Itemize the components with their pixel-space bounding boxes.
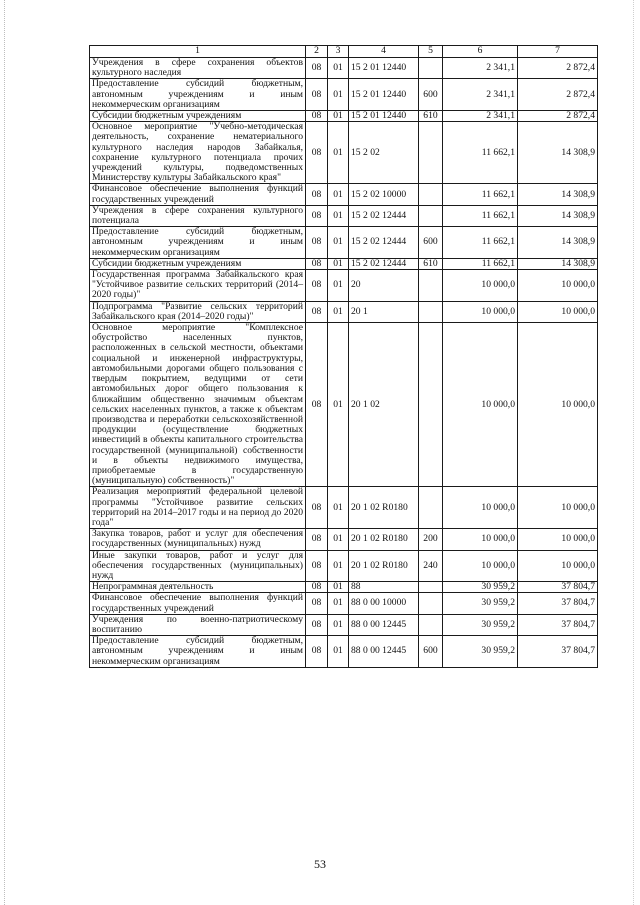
row-section: 08 <box>306 593 328 614</box>
row-subsection: 01 <box>328 529 349 550</box>
row-target-article: 20 1 <box>349 301 419 322</box>
column-header-7: 7 <box>518 46 598 58</box>
budget-table <box>89 45 598 668</box>
row-name: Предоставление субсидий бюджетным, автономным учреждениям и иным некоммерческим организациям <box>90 636 306 668</box>
row-subsection: 01 <box>328 258 349 269</box>
row-amount-year1: 30 959,2 <box>443 593 518 614</box>
table-row <box>90 636 598 668</box>
row-expense-type <box>419 593 443 614</box>
row-name: Иные закупки товаров, работ и услуг для обеспечения государственных (муниципальных) нужд <box>90 550 306 582</box>
row-amount-year1: 30 959,2 <box>443 614 518 635</box>
row-expense-type <box>419 614 443 635</box>
row-expense-type: 610 <box>419 258 443 269</box>
row-section: 08 <box>306 301 328 322</box>
table-row <box>90 205 598 226</box>
row-expense-type <box>419 122 443 184</box>
row-expense-type <box>419 582 443 593</box>
row-subsection: 01 <box>328 301 349 322</box>
row-expense-type: 600 <box>419 636 443 668</box>
row-amount-year1: 30 959,2 <box>443 636 518 668</box>
row-section: 08 <box>306 323 328 487</box>
column-header-1: 1 <box>90 46 306 58</box>
table-row <box>90 614 598 635</box>
row-subsection: 01 <box>328 79 349 111</box>
row-amount-year2: 10 000,0 <box>518 529 598 550</box>
row-amount-year1: 11 662,1 <box>443 184 518 205</box>
table-row <box>90 593 598 614</box>
row-section: 08 <box>306 58 328 79</box>
row-expense-type: 610 <box>419 111 443 122</box>
row-target-article: 15 2 02 <box>349 122 419 184</box>
row-amount-year2: 37 804,7 <box>518 636 598 668</box>
row-subsection: 01 <box>328 614 349 635</box>
table-row <box>90 111 598 122</box>
row-section: 08 <box>306 529 328 550</box>
row-section: 08 <box>306 122 328 184</box>
row-expense-type <box>419 184 443 205</box>
row-section: 08 <box>306 487 328 529</box>
row-subsection: 01 <box>328 550 349 582</box>
row-section: 08 <box>306 614 328 635</box>
row-expense-type: 240 <box>419 550 443 582</box>
row-amount-year1: 10 000,0 <box>443 529 518 550</box>
row-name: Непрограммная деятельность <box>90 582 306 593</box>
row-name: Предоставление субсидий бюджетным, автономным учреждениям и иным некоммерческим организациям <box>90 79 306 111</box>
table-row <box>90 487 598 529</box>
row-amount-year2: 14 308,9 <box>518 122 598 184</box>
row-target-article: 88 0 00 12445 <box>349 614 419 635</box>
row-target-article: 15 2 02 12444 <box>349 205 419 226</box>
row-amount-year2: 14 308,9 <box>518 227 598 259</box>
table-row <box>90 79 598 111</box>
row-target-article: 15 2 02 10000 <box>349 184 419 205</box>
row-subsection: 01 <box>328 205 349 226</box>
row-amount-year2: 2 872,4 <box>518 58 598 79</box>
row-section: 08 <box>306 205 328 226</box>
row-section: 08 <box>306 184 328 205</box>
column-header-2: 2 <box>306 46 328 58</box>
row-target-article: 15 2 02 12444 <box>349 258 419 269</box>
row-amount-year1: 10 000,0 <box>443 301 518 322</box>
row-amount-year2: 10 000,0 <box>518 301 598 322</box>
row-name: Субсидии бюджетным учреждениям <box>90 111 306 122</box>
scan-edge-right <box>633 0 635 905</box>
row-amount-year2: 37 804,7 <box>518 593 598 614</box>
row-section: 08 <box>306 79 328 111</box>
row-target-article: 20 1 02 R0180 <box>349 550 419 582</box>
row-name: Учреждения в сфере сохранения объектов культурного наследия <box>90 58 306 79</box>
table-row <box>90 529 598 550</box>
row-subsection: 01 <box>328 227 349 259</box>
row-name: Финансовое обеспечение выполнения функций государственных учреждений <box>90 593 306 614</box>
row-section: 08 <box>306 550 328 582</box>
row-expense-type <box>419 58 443 79</box>
row-subsection: 01 <box>328 58 349 79</box>
row-target-article: 20 1 02 <box>349 323 419 487</box>
row-amount-year2: 37 804,7 <box>518 614 598 635</box>
row-section: 08 <box>306 270 328 302</box>
row-amount-year2: 10 000,0 <box>518 323 598 487</box>
row-name: Закупка товаров, работ и услуг для обеспечения государственных (муниципальных) нужд <box>90 529 306 550</box>
row-target-article: 20 1 02 R0180 <box>349 529 419 550</box>
row-name: Учреждения по военно-патриотическому воспитанию <box>90 614 306 635</box>
table-row <box>90 58 598 79</box>
row-expense-type <box>419 323 443 487</box>
row-subsection: 01 <box>328 270 349 302</box>
page-number: 53 <box>314 857 326 871</box>
row-expense-type: 600 <box>419 227 443 259</box>
row-subsection: 01 <box>328 582 349 593</box>
table-row <box>90 582 598 593</box>
row-section: 08 <box>306 227 328 259</box>
column-header-6: 6 <box>443 46 518 58</box>
row-subsection: 01 <box>328 122 349 184</box>
row-amount-year1: 2 341,1 <box>443 111 518 122</box>
row-amount-year1: 2 341,1 <box>443 58 518 79</box>
row-amount-year1: 11 662,1 <box>443 227 518 259</box>
row-expense-type <box>419 487 443 529</box>
row-amount-year2: 10 000,0 <box>518 550 598 582</box>
row-target-article: 20 <box>349 270 419 302</box>
table-row <box>90 323 598 487</box>
column-header-5: 5 <box>419 46 443 58</box>
row-subsection: 01 <box>328 111 349 122</box>
row-amount-year2: 10 000,0 <box>518 487 598 529</box>
row-subsection: 01 <box>328 184 349 205</box>
row-subsection: 01 <box>328 323 349 487</box>
row-target-article: 88 <box>349 582 419 593</box>
row-name: Реализация мероприятий федеральной целевой программы "Устойчивое развитие сельских территорий на 2014–2017 годы и на период до 2020 года" <box>90 487 306 529</box>
row-target-article: 15 2 01 12440 <box>349 58 419 79</box>
row-section: 08 <box>306 636 328 668</box>
row-amount-year2: 37 804,7 <box>518 582 598 593</box>
row-amount-year2: 14 308,9 <box>518 184 598 205</box>
row-expense-type: 200 <box>419 529 443 550</box>
row-name: Государственная программа Забайкальского края "Устойчивое развитие сельских территорий (2014–2020 годы)" <box>90 270 306 302</box>
row-amount-year1: 10 000,0 <box>443 487 518 529</box>
table-row <box>90 184 598 205</box>
row-expense-type <box>419 270 443 302</box>
table-row <box>90 122 598 184</box>
row-amount-year1: 11 662,1 <box>443 122 518 184</box>
row-target-article: 15 2 01 12440 <box>349 111 419 122</box>
row-name: Предоставление субсидий бюджетным, автономным учреждениям и иным некоммерческим организациям <box>90 227 306 259</box>
table-row <box>90 258 598 269</box>
row-section: 08 <box>306 111 328 122</box>
table-row <box>90 301 598 322</box>
row-section: 08 <box>306 582 328 593</box>
row-name: Подпрограмма "Развитие сельских территорий Забайкальского края (2014–2020 годы)" <box>90 301 306 322</box>
row-target-article: 15 2 01 12440 <box>349 79 419 111</box>
row-amount-year2: 14 308,9 <box>518 205 598 226</box>
row-name: Субсидии бюджетным учреждениям <box>90 258 306 269</box>
row-target-article: 20 1 02 R0180 <box>349 487 419 529</box>
row-amount-year2: 2 872,4 <box>518 79 598 111</box>
row-target-article: 15 2 02 12444 <box>349 227 419 259</box>
row-section: 08 <box>306 258 328 269</box>
row-amount-year1: 11 662,1 <box>443 205 518 226</box>
row-name: Основное мероприятие "Учебно-методическая деятельность, сохранение нематериального культурного наследия народов Забайкалья, сохранение культурного потенциала прочих учреждений культуры, подведомственных Министерству культуры Забайкальского края" <box>90 122 306 184</box>
scan-edge-left <box>4 0 6 905</box>
row-expense-type <box>419 301 443 322</box>
row-name: Учреждения в сфере сохранения культурного потенциала <box>90 205 306 226</box>
row-name: Основное мероприятие "Комплексное обустройство населенных пунктов, расположенных в сельской местности, объектами социальной и инженерной инфраструктуры, автомобильными дорогами общего пользования с твердым покрытием, ведущими от сети автомобильных дорог общего пользования к ближайшим общественно значимым объектам сельских населенных пунктов, а также к объектам производства и переработки сельскохозяйственной продукции (осуществление бюджетных инвестиций в объекты капитального строительства государственной (муниципальной) собственности и в объекты недвижимого имущества, приобретаемые в государственную (муниципальную) собственность)" <box>90 323 306 487</box>
row-expense-type: 600 <box>419 79 443 111</box>
row-amount-year2: 10 000,0 <box>518 270 598 302</box>
row-subsection: 01 <box>328 636 349 668</box>
row-subsection: 01 <box>328 487 349 529</box>
table-row <box>90 227 598 259</box>
row-target-article: 88 0 00 12445 <box>349 636 419 668</box>
table-body <box>90 58 598 668</box>
row-amount-year1: 10 000,0 <box>443 270 518 302</box>
row-amount-year2: 2 872,4 <box>518 111 598 122</box>
table-row <box>90 550 598 582</box>
table-row <box>90 270 598 302</box>
column-header-4: 4 <box>349 46 419 58</box>
header-row <box>90 46 598 58</box>
row-target-article: 88 0 00 10000 <box>349 593 419 614</box>
row-amount-year1: 11 662,1 <box>443 258 518 269</box>
row-amount-year1: 2 341,1 <box>443 79 518 111</box>
row-amount-year1: 30 959,2 <box>443 582 518 593</box>
column-header-3: 3 <box>328 46 349 58</box>
row-name: Финансовое обеспечение выполнения функций государственных учреждений <box>90 184 306 205</box>
row-amount-year1: 10 000,0 <box>443 550 518 582</box>
row-amount-year2: 14 308,9 <box>518 258 598 269</box>
row-expense-type <box>419 205 443 226</box>
row-amount-year1: 10 000,0 <box>443 323 518 487</box>
row-subsection: 01 <box>328 593 349 614</box>
